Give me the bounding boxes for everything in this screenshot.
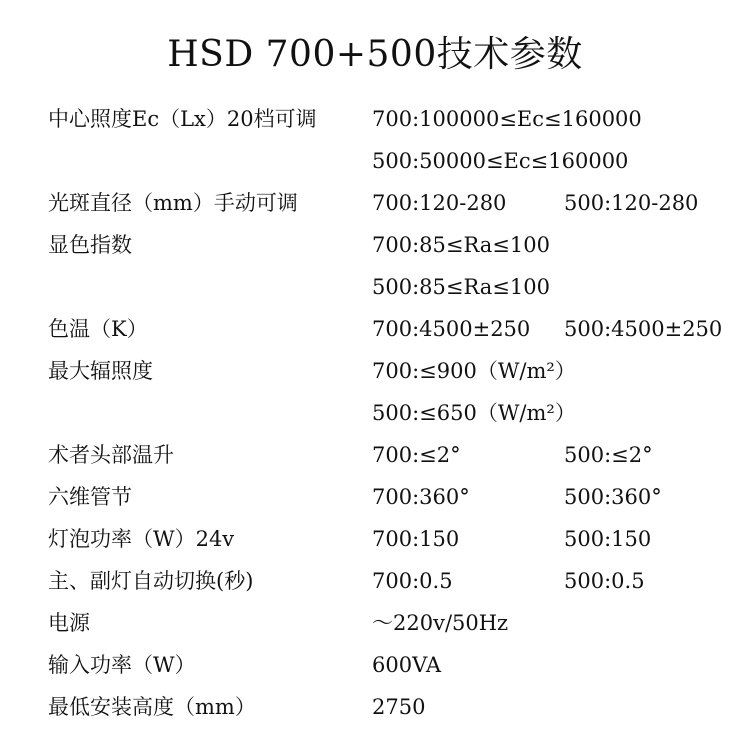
spec-row-color-temperature	[48, 308, 748, 350]
spec-value-500: 500:360°	[564, 485, 662, 509]
spec-label: 电源	[48, 611, 90, 635]
spec-value: ～220v/50Hz	[372, 611, 509, 635]
spec-value: 600VA	[372, 653, 441, 677]
spec-value-500: 500:4500±250	[564, 317, 723, 341]
spec-row-max-irradiance	[48, 350, 748, 392]
spec-label: 显色指数	[48, 233, 132, 257]
spec-value-700: 700:≤2°	[372, 443, 461, 467]
page-title: HSD 700+500技术参数	[167, 34, 583, 75]
spec-value-700: 700:360°	[372, 485, 470, 509]
spec-table	[48, 98, 748, 728]
spec-value-700: 700:4500±250	[372, 317, 531, 341]
spec-label: 灯泡功率（W）24v	[48, 527, 235, 551]
spec-value-700: 700:100000≤Ec≤160000	[372, 107, 642, 131]
spec-row-min-install-height	[48, 686, 748, 728]
spec-row-power-supply	[48, 602, 748, 644]
spec-row-color-rendering-500	[48, 266, 748, 308]
spec-value-500: 500:≤650（W/m²）	[372, 401, 576, 425]
spec-row-center-illuminance	[48, 98, 748, 140]
spec-row-lamp-switch-time	[48, 560, 748, 602]
spec-row-input-power	[48, 644, 748, 686]
spec-label: 光斑直径（mm）手动可调	[48, 191, 298, 215]
spec-value-700: 700:0.5	[372, 569, 453, 593]
spec-row-head-temperature-rise	[48, 434, 748, 476]
spec-value-500: 500:0.5	[564, 569, 645, 593]
spec-label: 最低安装高度（mm）	[48, 695, 256, 719]
spec-label: 中心照度Ec（Lx）20档可调	[48, 107, 317, 131]
spec-row-center-illuminance-500	[48, 140, 748, 182]
spec-label: 输入功率（W）	[48, 653, 196, 677]
spec-value-700: 700:85≤Ra≤100	[372, 233, 550, 257]
spec-row-six-dimensional-joint	[48, 476, 748, 518]
spec-label: 色温（K）	[48, 317, 148, 341]
spec-value-500: 500:50000≤Ec≤160000	[372, 149, 629, 173]
spec-value-500: 500:150	[564, 527, 652, 551]
spec-label: 主、副灯自动切换(秒)	[48, 569, 254, 593]
spec-value: 2750	[372, 695, 426, 719]
spec-value-500: 500:85≤Ra≤100	[372, 275, 550, 299]
spec-value-500: 500:120-280	[564, 191, 699, 215]
spec-value-700: 700:≤900（W/m²）	[372, 359, 576, 383]
spec-label: 术者头部温升	[48, 443, 174, 467]
spec-label: 最大辐照度	[48, 359, 153, 383]
spec-row-bulb-power	[48, 518, 748, 560]
spec-row-color-rendering	[48, 224, 748, 266]
spec-row-max-irradiance-500	[48, 392, 748, 434]
spec-label: 六维管节	[48, 485, 132, 509]
spec-row-spot-diameter	[48, 182, 748, 224]
spec-value-700: 700:120-280	[372, 191, 507, 215]
spec-value-500: 500:≤2°	[564, 443, 653, 467]
spec-value-700: 700:150	[372, 527, 460, 551]
